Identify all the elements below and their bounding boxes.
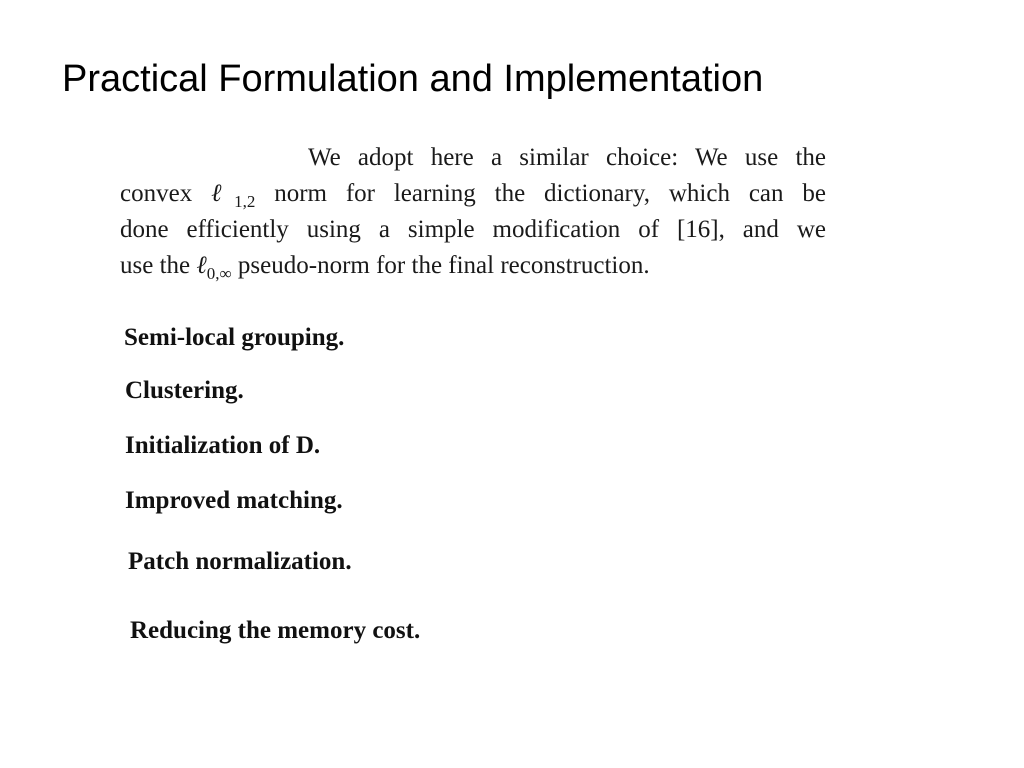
heading-reducing-memory-cost: Reducing the memory cost.: [130, 617, 421, 644]
heading-clustering: Clustering.: [125, 377, 244, 404]
excerpt-line-3: done efficiently using a simple modification of [16], and we: [120, 216, 826, 243]
excerpt-line-4-suffix: pseudo-norm for the final reconstruction.: [231, 252, 650, 279]
excerpt-line-4: [120, 248, 826, 284]
l0inf-norm-symbol: [196, 252, 232, 283]
excerpt-line-4-prefix: use the: [120, 252, 197, 279]
excerpt-line-2: [120, 176, 826, 212]
heading-initialization: Initialization of D.: [125, 432, 321, 459]
slide-title: Practical Formulation and Implementation: [62, 58, 764, 100]
excerpt-line-2-prefix: convex: [120, 180, 212, 207]
norm-subscript: 0,∞: [206, 264, 232, 283]
excerpt-line-1: We adopt here a similar choice: We use the: [308, 144, 826, 171]
heading-patch-normalization: Patch normalization.: [128, 548, 352, 575]
heading-semi-local-grouping: Semi-local grouping.: [124, 324, 345, 351]
heading-improved-matching: Improved matching.: [125, 487, 343, 514]
ell-symbol: ℓ: [211, 180, 235, 207]
paper-excerpt: [120, 140, 826, 284]
l12-norm-symbol: [211, 180, 256, 211]
norm-subscript: 1,2: [234, 192, 256, 211]
ell-symbol: ℓ: [196, 252, 207, 279]
excerpt-line-2-suffix: norm for learning the dictionary, which can be: [255, 180, 826, 207]
